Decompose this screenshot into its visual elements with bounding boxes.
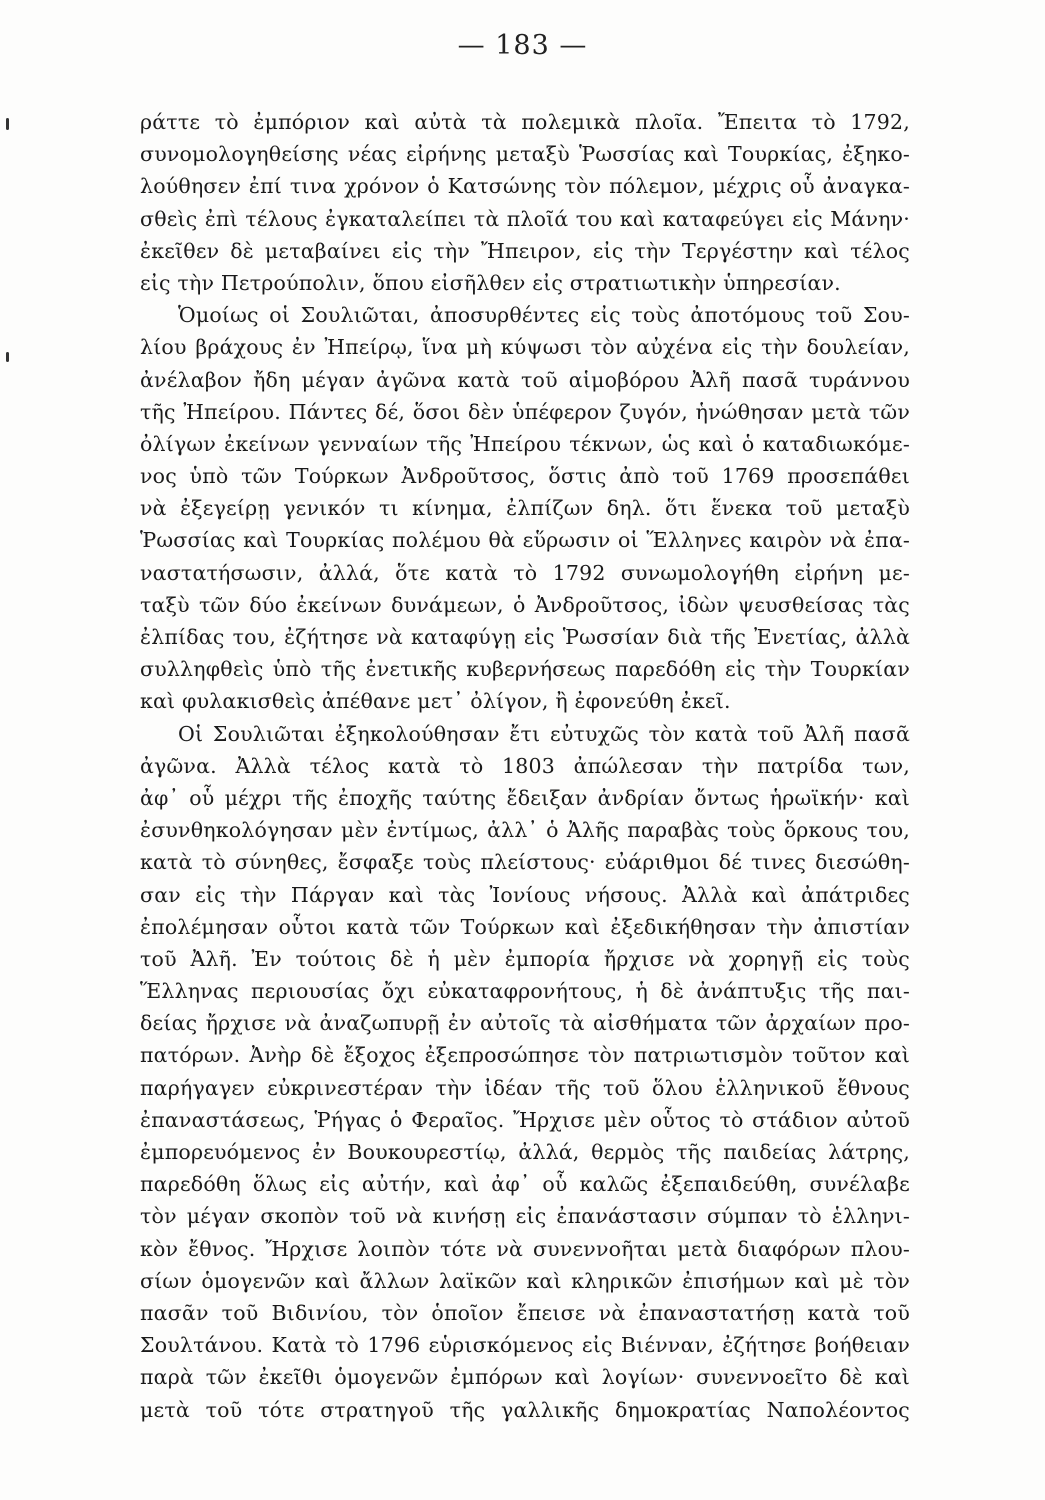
text-line: ἀνέλαβον ἤδη μέγαν ἀγῶνα κατὰ τοῦ αἱμοβόρου Ἀλῆ πασᾶ τυράννου bbox=[140, 367, 910, 392]
text-line: σίων ὁμογενῶν καὶ ἄλλων λαϊκῶν καὶ κληρικῶν ἐπισήμων καὶ μὲ τὸν bbox=[140, 1268, 910, 1293]
text-line: ὀλίγων ἐκείνων γενναίων τῆς Ἠπείρου τέκνων, ὡς καὶ ὁ καταδιωκόμε- bbox=[140, 431, 910, 456]
text-line: τοῦ Ἀλῆ. Ἐν τούτοις δὲ ἡ μὲν ἐμπορία ἤρχισε νὰ χορηγῇ εἰς τοὺς bbox=[140, 946, 910, 971]
binding-edge-mark bbox=[6, 118, 9, 130]
text-line: σθεὶς ἐπὶ τέλους ἐγκαταλείπει τὰ πλοῖά του καὶ καταφεύγει εἰς Μάνην· bbox=[140, 206, 910, 231]
text-line: ἐπολέμησαν οὗτοι κατὰ τῶν Τούρκων καὶ ἐξεδικήθησαν τὴν ἀπιστίαν bbox=[140, 914, 910, 939]
text-line: σαν εἰς τὴν Πάργαν καὶ τὰς Ἰονίους νήσους. Ἀλλὰ καὶ ἀπάτριδες bbox=[140, 882, 910, 907]
text-line: ἀγῶνα. Ἀλλὰ τέλος κατὰ τὸ 1803 ἀπώλεσαν τὴν πατρίδα των, bbox=[140, 753, 910, 778]
text-line: Ῥωσσίας καὶ Τουρκίας πολέμου θὰ εὕρωσιν οἱ Ἕλληνες καιρὸν νὰ ἐπα- bbox=[140, 528, 910, 553]
text-line: Οἱ Σουλιῶται ἐξηκολούθησαν ἔτι εὐτυχῶς τὸν κατὰ τοῦ Ἀλῆ πασᾶ bbox=[178, 721, 910, 746]
text-line: ναστατήσωσιν, ἀλλά, ὅτε κατὰ τὸ 1792 συνωμολογήθη εἰρήνη με- bbox=[140, 560, 910, 585]
text-line: πασᾶν τοῦ Βιδινίου, τὸν ὁποῖον ἔπεισε νὰ ἐπαναστατήσῃ κατὰ τοῦ bbox=[140, 1300, 910, 1325]
text-line: νος ὑπὸ τῶν Τούρκων Ἀνδροῦτσος, ὅστις ἀπὸ τοῦ 1769 προσεπάθει bbox=[140, 464, 910, 489]
text-line: τῆς Ἠπείρου. Πάντες δέ, ὅσοι δὲν ὑπέφερον ζυγόν, ἡνώθησαν μετὰ τῶν bbox=[140, 399, 910, 424]
text-line: συνομολογηθείσης νέας εἰρήνης μεταξὺ Ῥωσσίας καὶ Τουρκίας, ἐξηκο- bbox=[140, 142, 910, 167]
text-line: ράττε τὸ ἐμπόριον καὶ αὐτὰ τὰ πολεμικὰ πλοῖα. Ἔπειτα τὸ 1792, bbox=[140, 110, 910, 134]
text-line: κὸν ἔθνος. Ἤρχισε λοιπὸν τότε νὰ συνεννοῆται μετὰ διαφόρων πλου- bbox=[140, 1236, 910, 1261]
text-line: ἀφ᾽ οὗ μέχρι τῆς ἐποχῆς ταύτης ἔδειξαν ἀνδρίαν ὄντως ἡρωϊκήν· καὶ bbox=[140, 785, 910, 810]
text-line: παρήγαγεν εὐκρινεστέραν τὴν ἰδέαν τῆς τοῦ ὅλου ἑλληνικοῦ ἔθνους bbox=[140, 1075, 910, 1100]
text-line: κατὰ τὸ σύνηθες, ἔσφαξε τοὺς πλείστους· εὐάριθμοι δέ τινες διεσώθη- bbox=[140, 850, 910, 875]
text-line: λίου βράχους ἐν Ἠπείρῳ, ἵνα μὴ κύψωσι τὸν αὐχένα εἰς τὴν δουλείαν, bbox=[140, 335, 910, 360]
text-line: ἐμπορευόμενος ἐν Βουκουρεστίῳ, ἀλλά, θερμὸς τῆς παιδείας λάτρης, bbox=[140, 1140, 910, 1164]
text-line: Ὁμοίως οἱ Σουλιῶται, ἀποσυρθέντες εἰς τοὺς ἀποτόμους τοῦ Σου- bbox=[178, 303, 910, 328]
text-line: παρεδόθη ὅλως εἰς αὐτήν, καὶ ἀφ᾽ οὗ καλῶς ἐξεπαιδεύθη, συνέλαβε bbox=[140, 1172, 910, 1197]
text-line: εἰς τὴν Πετρούπολιν, ὅπου εἰσῆλθεν εἰς στρατιωτικὴν ὑπηρεσίαν. bbox=[140, 270, 841, 295]
text-line: συλληφθεὶς ὑπὸ τῆς ἐνετικῆς κυβερνήσεως παρεδόθη εἰς τὴν Τουρκίαν bbox=[140, 657, 910, 682]
text-line: ἐκεῖθεν δὲ μεταβαίνει εἰς τὴν Ἤπειρον, εἰς τὴν Τεργέστην καὶ τέλος bbox=[140, 238, 910, 263]
text-line: Ἕλληνας περιουσίας ὄχι εὐκαταφρονήτους, ἡ δὲ ἀνάπτυξις τῆς παι- bbox=[140, 979, 910, 1004]
text-line: παρὰ τῶν ἐκεῖθι ὁμογενῶν ἐμπόρων καὶ λογίων· συνεννοεῖτο δὲ καὶ bbox=[140, 1365, 910, 1390]
binding-edge-mark bbox=[6, 352, 9, 362]
body-text bbox=[140, 106, 910, 1426]
text-line: δείας ἤρχισε νὰ ἀναζωπυρῇ ἐν αὐτοῖς τὰ αἰσθήματα τῶν ἀρχαίων προ- bbox=[140, 1011, 910, 1036]
text-line: πατόρων. Ἀνὴρ δὲ ἔξοχος ἐξεπροσώπησε τὸν πατριωτισμὸν τοῦτον καὶ bbox=[140, 1043, 910, 1068]
text-line: ἐσυνθηκολόγησαν μὲν ἐντίμως, ἀλλ᾽ ὁ Ἀλῆς παραβὰς τοὺς ὅρκους του, bbox=[140, 818, 910, 843]
text-line: νὰ ἐξεγείρῃ γενικόν τι κίνημα, ἐλπίζων δηλ. ὅτι ἕνεκα τοῦ μεταξὺ bbox=[140, 496, 910, 521]
text-line: μετὰ τοῦ τότε στρατηγοῦ τῆς γαλλικῆς δημοκρατίας Ναπολέοντος bbox=[140, 1397, 910, 1422]
text-line: ἐπαναστάσεως, Ῥήγας ὁ Φεραῖος. Ἤρχισε μὲν οὗτος τὸ στάδιον αὐτοῦ bbox=[140, 1107, 910, 1132]
text-line: ταξὺ τῶν δύο ἐκείνων δυνάμεων, ὁ Ἀνδροῦτσος, ἰδὼν ψευσθείσας τὰς bbox=[140, 592, 910, 617]
text-line: τὸν μέγαν σκοπὸν τοῦ νὰ κινήσῃ εἰς ἐπανάστασιν σύμπαν τὸ ἑλληνι- bbox=[140, 1204, 910, 1229]
page-number: — 183 — bbox=[457, 30, 588, 61]
text-line: καὶ φυλακισθεὶς ἀπέθανε μετ᾽ ὀλίγον, ἢ ἐφονεύθη ἐκεῖ. bbox=[140, 689, 731, 714]
text-line: ἐλπίδας του, ἐζήτησε νὰ καταφύγῃ εἰς Ῥωσσίαν διὰ τῆς Ἐνετίας, ἀλλὰ bbox=[140, 625, 910, 649]
text-line: λούθησεν ἐπί τινα χρόνον ὁ Κατσώνης τὸν πόλεμον, μέχρις οὗ ἀναγκα- bbox=[140, 174, 910, 199]
text-line: Σουλτάνου. Κατὰ τὸ 1796 εὑρισκόμενος εἰς Βιένναν, ἐζήτησε βοήθειαν bbox=[140, 1333, 910, 1358]
